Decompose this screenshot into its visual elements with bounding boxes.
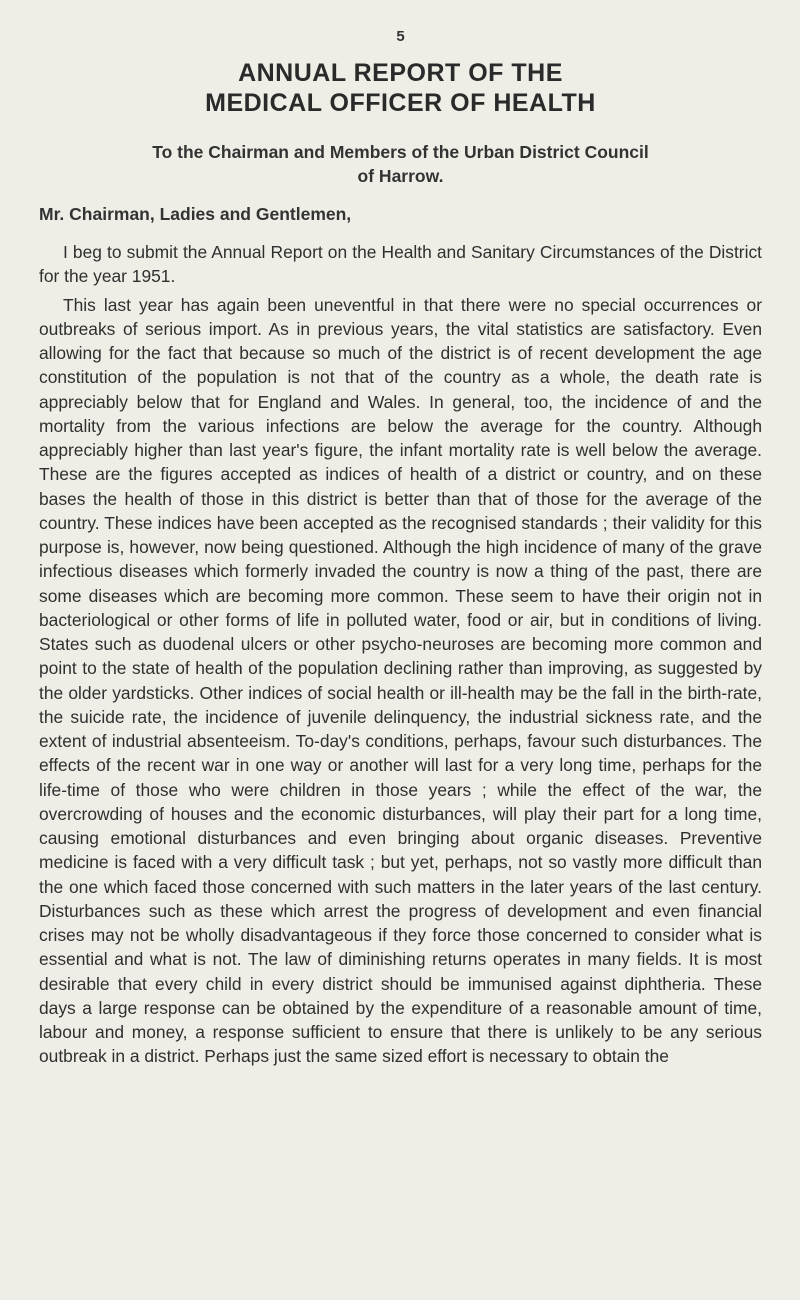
salutation: Mr. Chairman, Ladies and Gentlemen, xyxy=(39,204,352,224)
paragraph-1: I beg to submit the Annual Report on the Health and Sanitary Circumstances of the District for the year 1951. xyxy=(39,242,762,287)
page-number: 5 xyxy=(396,28,405,45)
addressee-line-1: To the Chairman and Members of the Urban District Council xyxy=(152,142,649,162)
report-title xyxy=(39,58,762,118)
addressee-line-2: of Harrow. xyxy=(357,166,444,186)
report-title-line-2: MEDICAL OFFICER OF HEALTH xyxy=(205,89,596,117)
addressee xyxy=(39,140,762,188)
paragraph-2: This last year has again been uneventful in that there were no special occurrences or outbreaks of serious import. As in previous years, the vital statistics are satisfactory. Even allowing for the fact that because so much of the district is of recent development the age constitution of the population is not that of the country as a whole, the death rate is appreciably below that for England and Wales. In general, too, the incidence of and the mortality from the various infections are below the average for the country. Although appreciably higher than last year's figure, the infant mortality rate is well below the average. These are the figures accepted as indices of health of a district or country, and on these bases the health of those in this district is better than that of those for the average of the country. These indices have been accepted as the recognised standards ; their validity for this purpose is, however, now being questioned. Although the high incidence of many of the grave infectious diseases which formerly invaded the country is now a thing of the past, there are some diseases which are becoming more common. These seem to have their origin not in bacteriological or other forms of life in polluted water, food or air, but in conditions of living. States such as duodenal ulcers or other psycho-neuroses are becoming more common and point to the state of health of the population declining rather than improving, as suggested by the older yardsticks. Other indices of social health or ill-health may be the fall in the birth-rate, the suicide rate, the incidence of juvenile delinquency, the industrial sickness rate, and the extent of industrial absenteeism. To-day's conditions, perhaps, favour such disturbances. The effects of the recent war in one way or another will last for a very long time, perhaps for the life-time of those who were children in those years ; while the effect of the war, the overcrowding of houses and the economic disturbances, will play their part for a long time, causing emotional disturbances and even bringing about organic diseases. Preventive medicine is faced with a very difficult task ; but yet, perhaps, not so vastly more difficult than the one which faced those concerned with such matters in the later years of the last century. Disturbances such as these which arrest the progress of development and even financial crises may not be wholly disadvantageous if they force those concerned to consider what is essential and what is not. The law of diminishing returns operates in many fields. It is most desirable that every child in every district should be immunised against diphtheria. These days a large response can be obtained by the expenditure of a reasonable amount of time, labour and money, a response sufficient to ensure that there is unlikely to be any serious outbreak in a district. Perhaps just the same sized effort is necessary to obtain the xyxy=(39,294,762,1067)
report-title-line-1: ANNUAL REPORT OF THE xyxy=(238,59,563,87)
